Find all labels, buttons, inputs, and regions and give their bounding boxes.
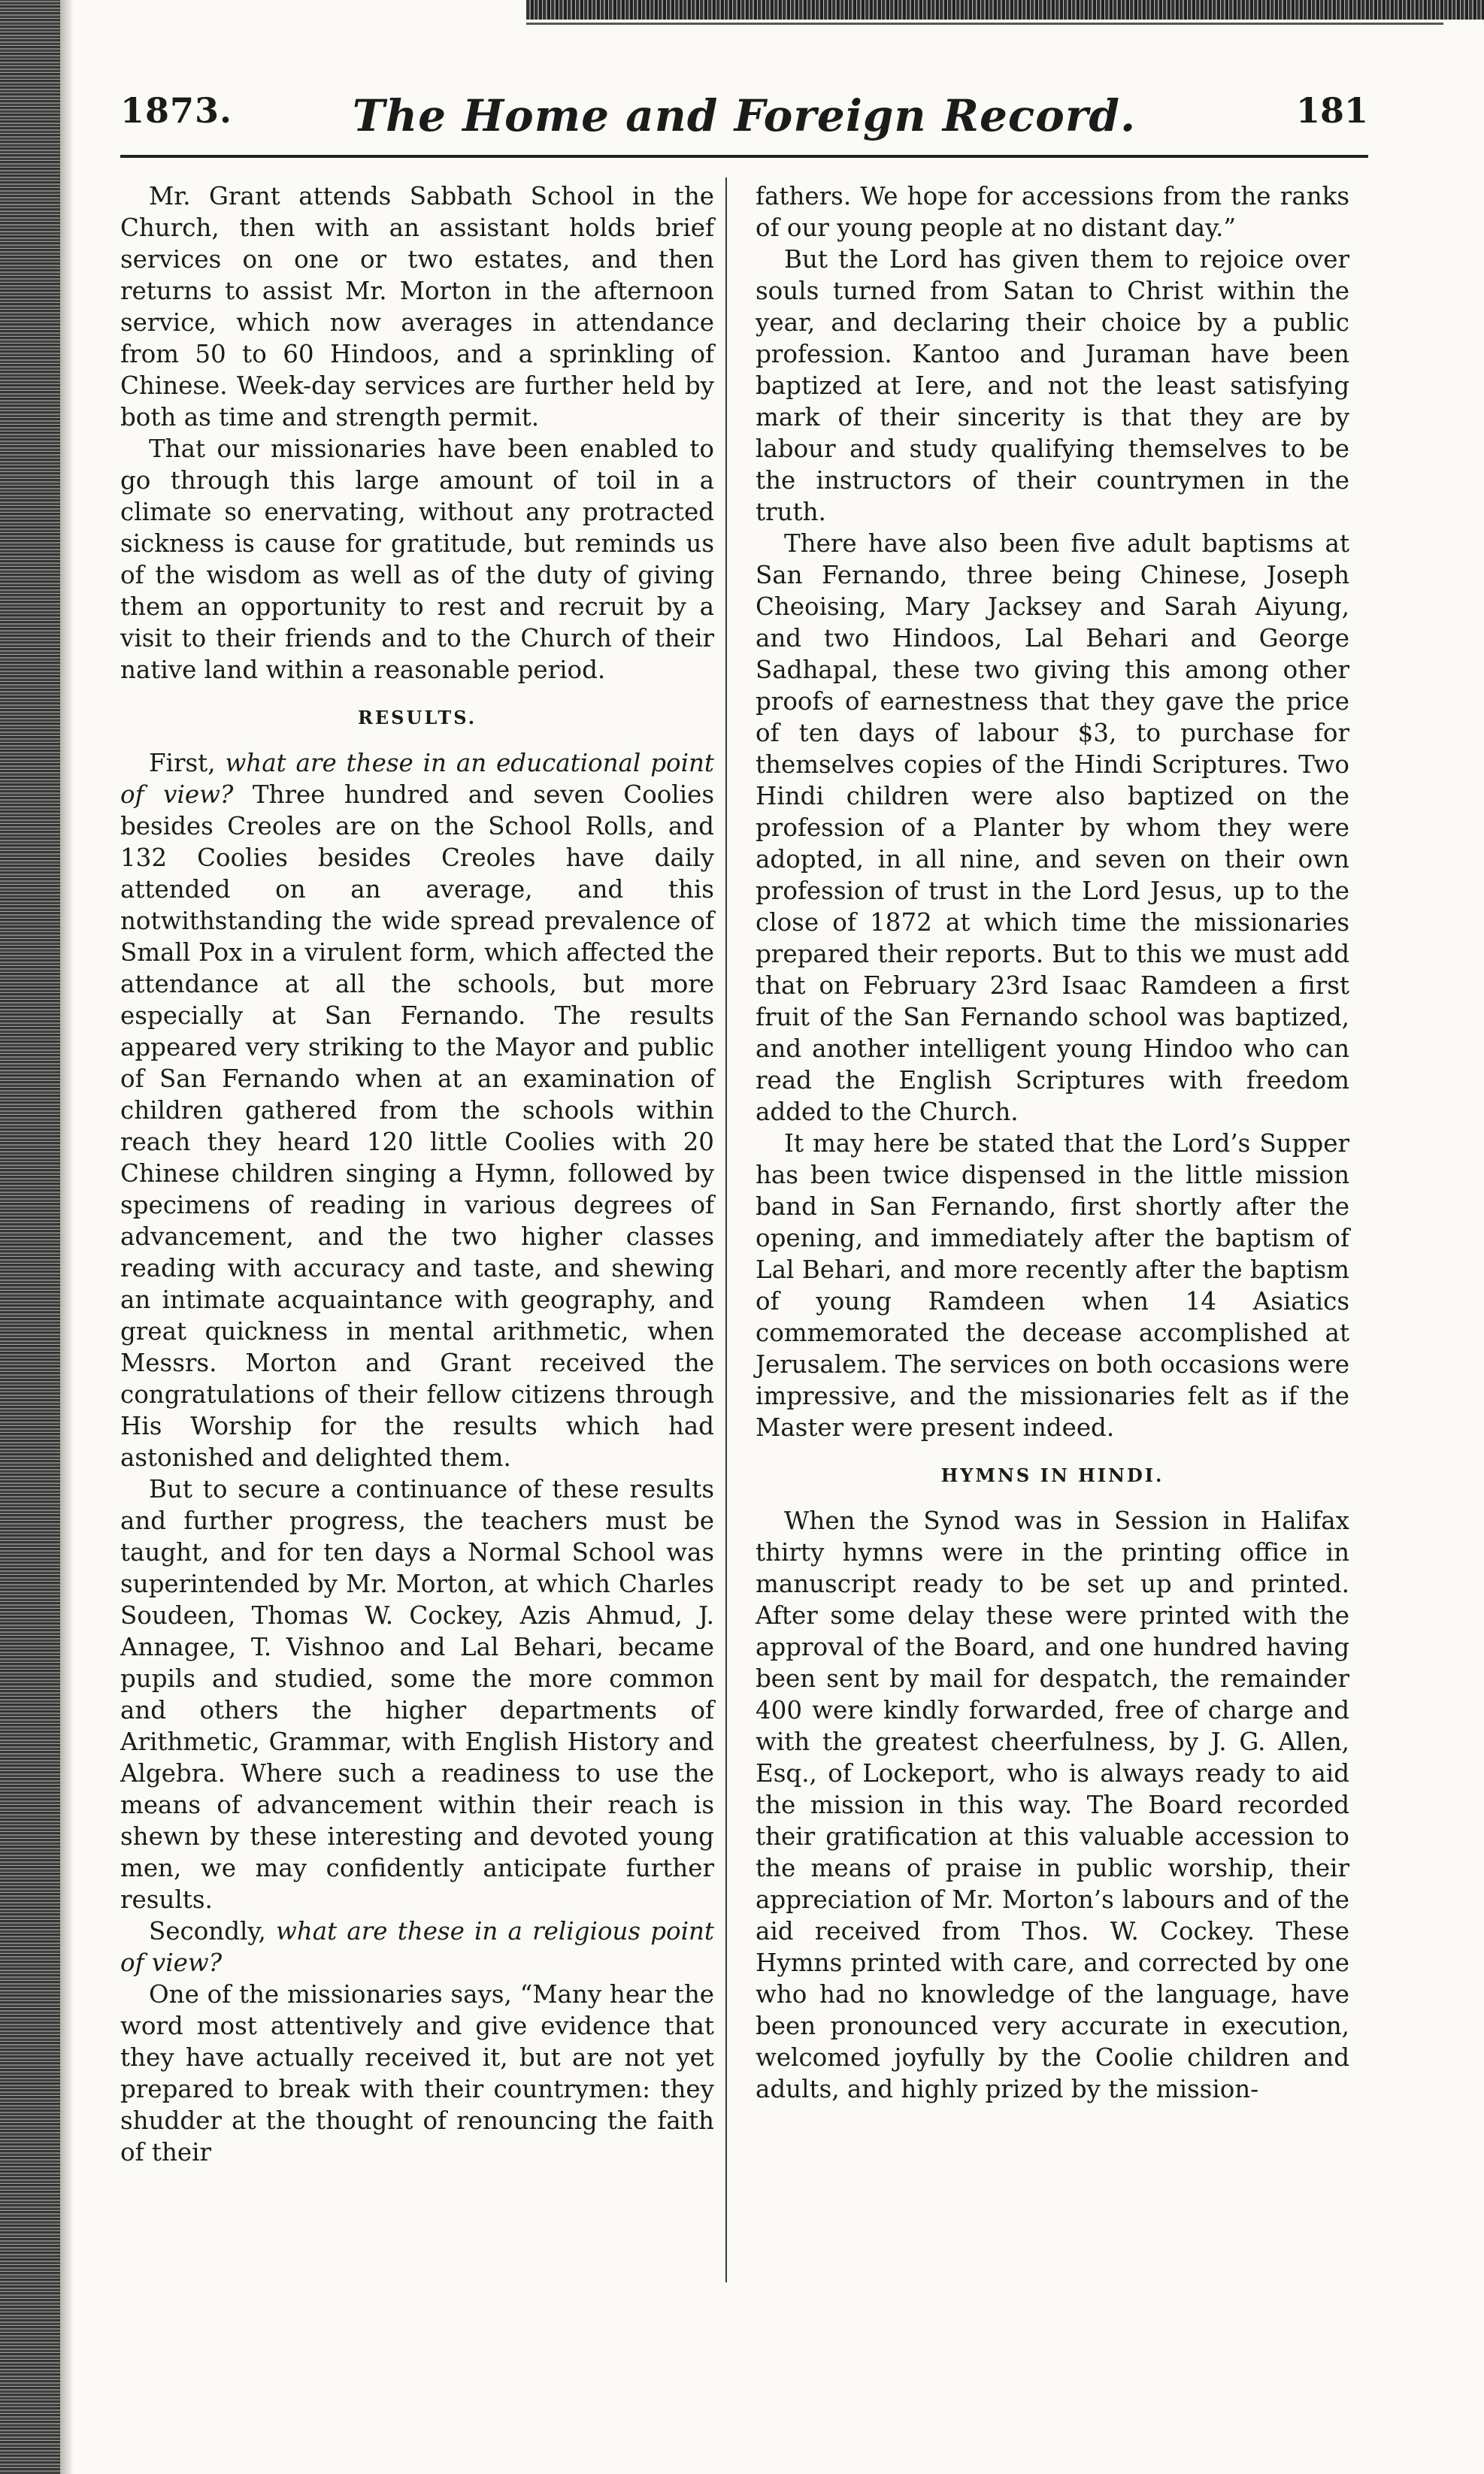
- left-column: [120, 180, 714, 2168]
- paragraph-lead: First,: [149, 749, 216, 777]
- page-number: 181: [1295, 90, 1368, 131]
- book-binding-edge: [0, 0, 60, 2474]
- section-heading-hymns: HYMNS IN HINDI.: [940, 1464, 1164, 1486]
- paragraph: Mr. Grant attends Sabbath School in the Church, then with an assistant holds brief services on one or two estates, and then returns to assist Mr. Morton in the afternoon service, which now averages in attendance from 50 to 60 Hindoos, and a sprinkling of Chinese. Week-day services are further held by both as time and strength permit.: [120, 182, 714, 432]
- paragraph: It may here be stated that the Lord’s Supper has been twice dispensed in the little mission band in San Fernando, first shortly after the opening, and immediately after the baptism of Lal Behari, and more recently after the baptism of young Ramdeen when 14 Asiatics commemorated the decease accomplished at Jerusalem. The services on both occasions were impressive, and the missionaries felt as if the Master were present indeed.: [756, 1129, 1349, 1442]
- page-header: [120, 90, 1368, 150]
- column-divider: [725, 177, 727, 2282]
- italic-question: what are these in an educational point of view?: [120, 749, 714, 809]
- paragraph: But the Lord has given them to rejoice over souls turned from Satan to Christ within the year, and declaring their choice by a public profession. Kantoo and Juraman have been baptized at Iere, and not the least satisfying mark of their sincerity is that they are by labour and study qualifying themselves to be the instructors of their countrymen in the truth.: [756, 245, 1349, 526]
- paragraph: But to secure a continuance of these results and further progress, the teachers must be taught, and for ten days a Normal School was superintended by Mr. Morton, at which Charles Soudeen, Thomas W. Cockey, Azis Ahmud, J. Annagee, T. Vishnoo and Lal Behari, became pupils and studied, some the more common and others the higher departments of Arithmetic, Grammar, with English History and Algebra. Where such a readiness to use the means of advancement within their reach is shewn by these interesting and devoted young men, we may confidently anticipate further results.: [120, 1475, 714, 1914]
- top-rule: [526, 23, 1443, 25]
- header-year: 1873.: [120, 90, 233, 131]
- section-heading-results: RESULTS.: [357, 707, 477, 728]
- journal-title: The Home and Foreign Record.: [352, 90, 1137, 141]
- paragraph: fathers. We hope for accessions from the ranks of our young people at no distant day.”: [756, 182, 1349, 242]
- right-column: [756, 180, 1349, 2105]
- paragraph-lead: Secondly,: [149, 1917, 266, 1946]
- paragraph: [120, 1915, 714, 1979]
- paragraph: [120, 747, 714, 1473]
- paragraph-body: Three hundred and seven Coolies besides Creoles are on the School Rolls, and 132 Coolies besides Creoles have daily attended on an average, and this notwithstanding the wide spread prevalence of Small Pox in a virulent form, which affected the attendance at all the schools, but more especially at San Fernando. The results appeared very striking to the Mayor and public of San Fernando when at an examination of children gathered from the schools within reach they heard 120 little Coolies with 20 Chinese children singing a Hymn, followed by specimens of reading in various degrees of advancement, and the two higher classes reading with accuracy and taste, and shewing an intimate acquaintance with geography, and great quickness in mental arithmetic, when Messrs. Morton and Grant received the congratulations of their fellow citizens through His Worship for the results which had astonished and delighted them.: [120, 780, 714, 1472]
- paragraph: There have also been five adult baptisms at San Fernando, three being Chinese, Joseph Cheoising, Mary Jacksey and Sarah Aiyung, and two Hindoos, Lal Behari and George Sadhapal, these two giving this among other proofs of earnestness that they gave the price of ten days of labour $3, to purchase for themselves copies of the Hindi Scriptures. Two Hindi children were also baptized on the profession of a Planter by whom they were adopted, in all nine, and seven on their own profession of trust in the Lord Jesus, up to the close of 1872 at which time the missionaries prepared their reports. But to this we must add that on February 23rd Isaac Ramdeen a first fruit of the San Fernando school was baptized, and another intelligent young Hindoo who can read the English Scriptures with freedom added to the Church.: [756, 529, 1349, 1126]
- header-rule: [120, 155, 1368, 158]
- paragraph: That our missionaries have been enabled to go through this large amount of toil in a climate so enervating, without any protracted sickness is cause for gratitude, but reminds us of the wisdom as well as of the duty of giving them an opportunity to rest and recruit by a visit to their friends and to the Church of their native land within a reasonable period.: [120, 435, 714, 684]
- italic-question: what are these in a religious point of view?: [120, 1917, 714, 1977]
- paragraph: One of the missionaries says, “Many hear the word most attentively and give evidence that they have actually received it, but are not yet prepared to break with their countrymen: they shudder at the thought of renouncing the faith of their: [120, 1980, 714, 2167]
- binding-shadow: [60, 0, 74, 2474]
- scan-artifact-top: [526, 0, 1484, 20]
- paragraph: When the Synod was in Session in Halifax thirty hymns were in the printing office in manuscript ready to be set up and printed. After some delay these were printed with the approval of the Board, and one hundred having been sent by mail for despatch, the remainder 400 were kindly forwarded, free of charge and with the greatest cheerfulness, by J. G. Allen, Esq., of Lockeport, who is always ready to aid the mission in this way. The Board recorded their gratification at this valuable accession to the means of praise in public worship, their appreciation of Mr. Morton’s labours and of the aid received from Thos. W. Cockey. These Hymns printed with care, and corrected by one who had no knowledge of the language, have been pronounced very accurate in execution, welcomed joyfully by the Coolie children and adults, and highly prized by the mission-: [756, 1507, 1349, 2103]
